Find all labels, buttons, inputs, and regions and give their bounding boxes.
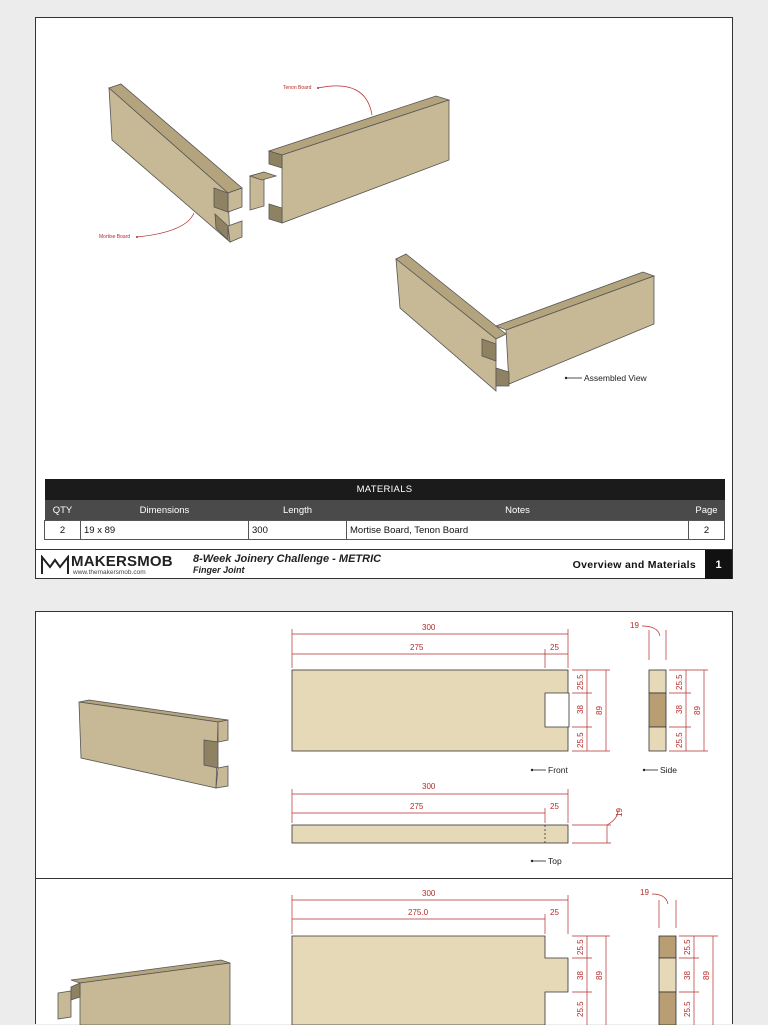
cell-length: 300 [249,521,347,540]
logo-mark-icon [41,555,69,575]
side-view-label: Side [660,765,678,775]
dim-tenon-edge-bottom: 25.5 [576,1001,585,1017]
detail-drawings [36,612,732,1025]
front-view [292,623,610,775]
cell-dimensions: 19 x 89 [81,521,249,540]
drawing-sheet-overview [35,17,733,579]
exploded-view-drawing [36,18,732,548]
dim-tenon-edge-top: 25.5 [576,939,585,955]
dim-side-middle: 38 [675,705,684,714]
dim-tenon-overall: 300 [422,889,436,898]
side-view [630,621,708,775]
project-subtitle: Finger Joint [193,565,245,575]
col-length: Length [249,500,347,521]
project-title: 8-Week Joinery Challenge - METRIC [193,553,382,565]
materials-title: MATERIALS [45,479,725,500]
col-dimensions: Dimensions [81,500,249,521]
brand-url: www.themakersmob.com [73,569,146,576]
tenon-callout-leader [318,86,372,115]
assembled-view-illustration [396,254,654,391]
dim-side-width: 89 [693,706,702,715]
table-row [45,521,725,540]
col-page: Page [689,500,725,521]
cell-page: 2 [689,521,725,540]
dim-end-length: 25 [550,643,559,652]
assembled-view-label: Assembled View [584,373,647,383]
dim-tenon-side-middle: 38 [683,971,692,980]
dim-tenon-middle: 38 [576,971,585,980]
materials-table [44,479,725,540]
dim-edge-bottom: 25.5 [576,732,585,748]
col-qty: QTY [45,500,81,521]
section-title: Overview and Materials [572,559,696,571]
mortise-callout-leader [137,213,194,237]
dim-tenon-width: 89 [595,971,604,980]
tenon-board-callout: Tenon Board [283,85,312,91]
page-number: 1 [705,550,732,579]
makersmob-logo [41,553,191,577]
dim-side-edge-bottom: 25.5 [675,732,684,748]
dim-tenon-end: 25 [550,908,559,917]
section-divider [36,878,732,879]
cell-notes: Mortise Board, Tenon Board [347,521,689,540]
dim-tenon-body: 275.0 [408,908,429,917]
dim-tenon-side-edge-bottom: 25.5 [683,1001,692,1017]
top-view-label: Top [548,856,562,866]
dim-side-thickness: 19 [630,621,639,630]
dim-tenon-side-thickness: 19 [640,888,649,897]
cell-qty: 2 [45,521,81,540]
top-dim-overall: 300 [422,782,436,791]
top-dim-thickness: 19 [615,808,624,817]
dim-body-length: 275 [410,643,424,652]
dim-edge-top: 25.5 [576,674,585,690]
side-view-tenon [640,888,718,1025]
dim-tenon-side-width: 89 [702,971,711,980]
mortise-board-3d [79,700,228,788]
tenon-board-illustration [250,96,449,223]
col-notes: Notes [347,500,689,521]
dim-side-edge-top: 25.5 [675,674,684,690]
tenon-board-3d [58,960,230,1025]
mortise-board-illustration [109,84,242,242]
mortise-board-callout: Mortise Board [99,234,131,240]
dim-tenon-side-edge-top: 25.5 [683,939,692,955]
top-dim-end: 25 [550,802,559,811]
top-view [292,782,624,866]
dim-overall-length: 300 [422,623,436,632]
dim-width: 89 [595,706,604,715]
dim-middle: 38 [576,705,585,714]
front-view-label: Front [548,765,568,775]
brand-name: MAKERSMOB [71,553,173,570]
top-dim-body: 275 [410,802,424,811]
front-view-tenon [292,889,610,1025]
drawing-sheet-details [35,611,733,1024]
title-block [36,549,732,579]
